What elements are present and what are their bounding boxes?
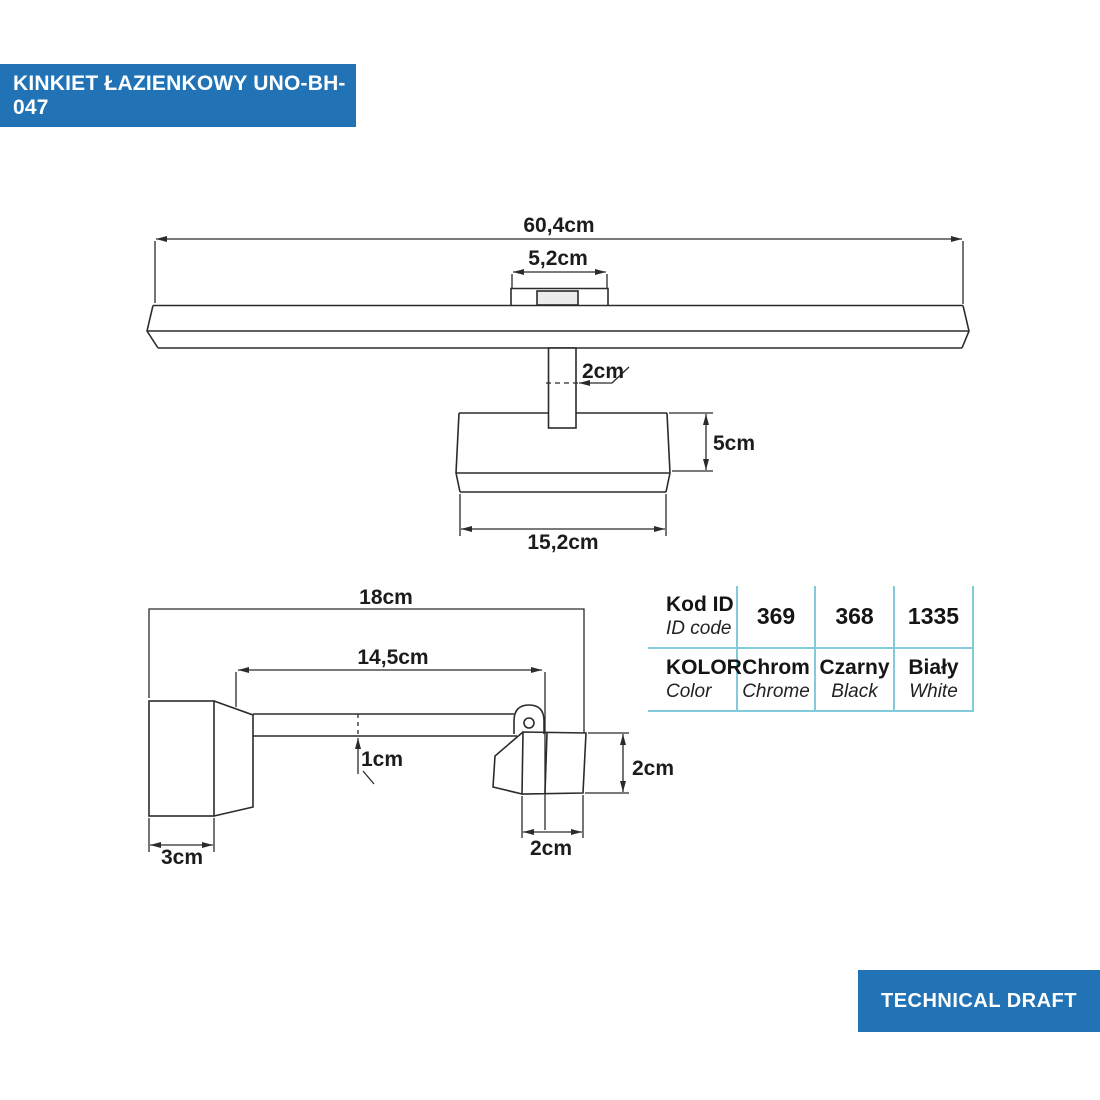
spec-table-id-black: 368 (816, 586, 895, 649)
dim-label-head-height: 5cm (713, 432, 756, 455)
dim-label-stem-width: 2cm (582, 360, 625, 383)
id-label-en: ID code (666, 618, 732, 639)
spec-table-header-color (648, 649, 742, 712)
dim-label-total-depth: 18cm (359, 586, 413, 609)
dim-label-base-depth: 3cm (160, 846, 204, 869)
technical-draft-label: TECHNICAL DRAFT (880, 989, 1077, 1012)
spec-table-color-black: Czarny Black (816, 649, 895, 712)
spec-table-id-chrome: 369 (738, 586, 816, 649)
dim-label-arm-length: 14,5cm (357, 646, 429, 669)
dim-label-total-width: 60,4cm (523, 214, 595, 237)
technical-draft-banner (858, 970, 1100, 1032)
dim-label-side-head-depth: 2cm (529, 837, 573, 860)
dim-label-side-head-height: 2cm (632, 757, 675, 780)
spec-table-color-chrome: Chrom Chrome (738, 649, 816, 712)
spec-table (648, 586, 974, 712)
product-title: KINKIET ŁAZIENKOWY UNO-BH-047 (13, 71, 346, 119)
dim-label-head-width: 15,2cm (527, 531, 599, 554)
front-view-drawing (147, 289, 969, 493)
product-title-banner (0, 64, 356, 127)
spec-table-id-white: 1335 (895, 586, 974, 649)
color-label-pl: KOLOR (666, 656, 742, 679)
spec-table-header-id (648, 586, 738, 649)
spec-table-color-white: Biały White (895, 649, 974, 712)
dim-label-arm-thickness: 1cm (361, 748, 404, 771)
id-label-pl: Kod ID (666, 593, 734, 616)
dim-label-mount-width: 5,2cm (528, 247, 588, 270)
color-label-en: Color (666, 681, 712, 702)
